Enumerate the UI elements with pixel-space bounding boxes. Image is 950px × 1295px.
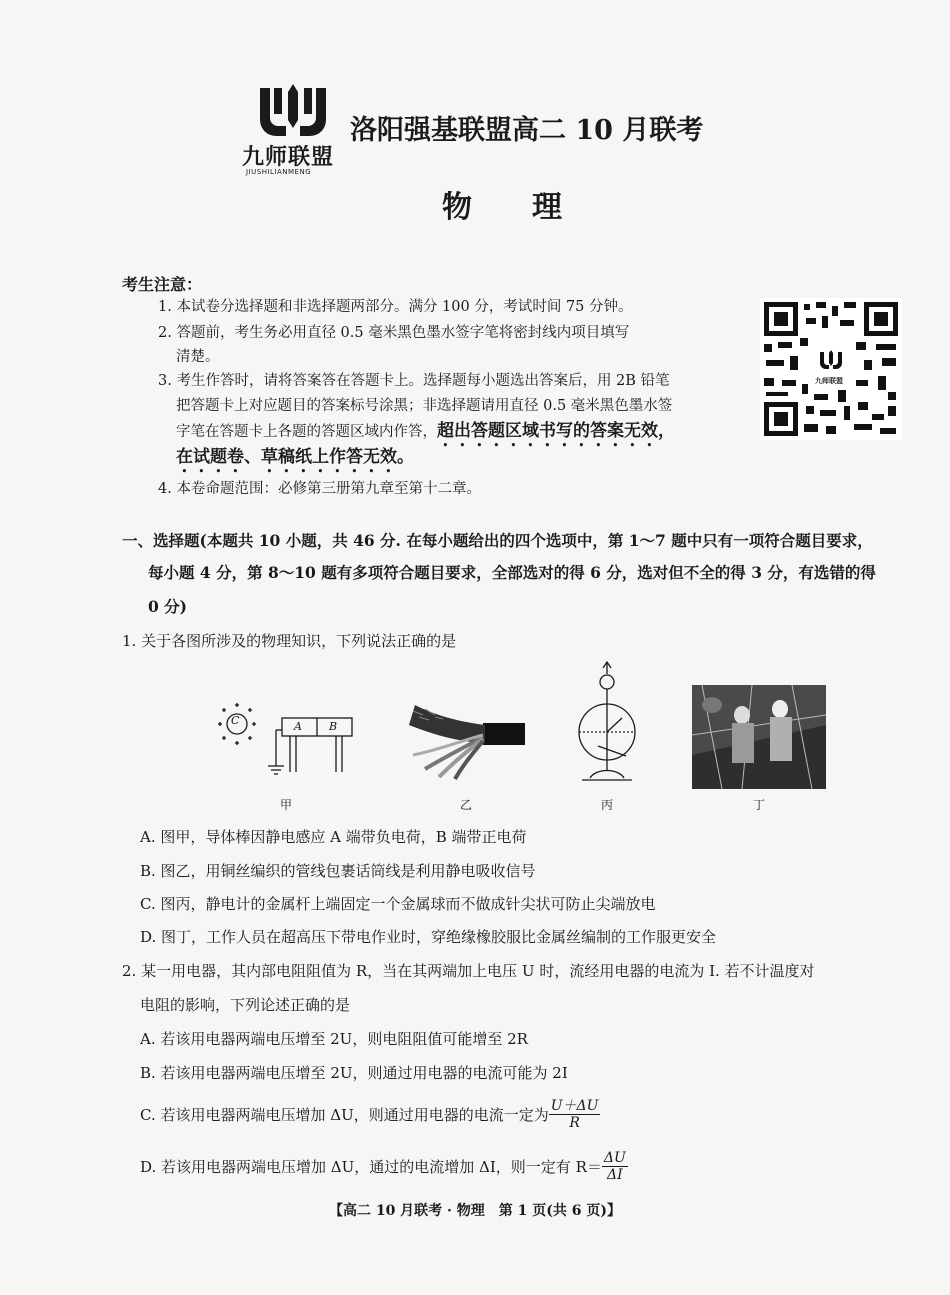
q1-option-a: A. 图甲，导体棒因静电感应 A 端带负电荷，B 端带正电荷 xyxy=(140,828,527,846)
q1-option-d: D. 图丁，工作人员在超高压下带电作业时，穿绝缘橡胶服比金属丝编制的工作服更安全 xyxy=(140,928,717,946)
qr-code-icon xyxy=(760,298,902,440)
qr-label: 九师联盟 xyxy=(815,377,843,385)
notice-line-5: 把答题卡上对应题目的答案标号涂黑；非选择题请用直径 0.5 毫米黑色墨水签 xyxy=(176,398,673,414)
workers-photo-icon xyxy=(692,685,826,789)
section-1-line-2: 每小题 4 分，第 8～10 题有多项符合题目要求，全部选对的得 6 分，选对但不全的得 3 分，有选错的得 xyxy=(148,563,876,582)
q2-stem-2: 电阻的影响，下列论述正确的是 xyxy=(140,996,351,1014)
q2-option-c-numerator: U＋ΔU xyxy=(550,1098,599,1114)
notice-line-7 xyxy=(176,444,414,477)
notice-line-4: 3. 考生作答时，请将答案答在答题卡上。选择题每小题选出答案后，用 2B 铅笔 xyxy=(158,373,670,389)
notice-emphasis-1: 超出答题区域书写的答案无效， xyxy=(437,421,675,441)
figure-label-b: 乙 xyxy=(460,798,473,812)
q2-option-c xyxy=(140,1098,600,1131)
figure-a-end-b-label: B xyxy=(329,720,338,733)
figure-d-photo xyxy=(692,685,826,789)
q2-option-c-text: C. 若该用电器两端电压增加 ΔU，则通过用电器的电流一定为 xyxy=(140,1106,549,1124)
section-1-line-3: 0 分) xyxy=(148,597,188,616)
q2-stem-1: 2. 某一用电器，其内部电阻阻值为 R，当在其两端加上电压 U 时，流经用电器的电流为 I. 若不计温度对 xyxy=(122,962,815,980)
q2-option-d xyxy=(140,1150,628,1183)
figure-label-c: 丙 xyxy=(601,798,614,812)
notice-line-2: 2. 答题前，考生务必用直径 0.5 毫米黑色墨水签字笔将密封线内项目填写 xyxy=(158,325,630,341)
figure-b-shielded-cable xyxy=(405,695,525,785)
q2-option-d-text: D. 若该用电器两端电压增加 ΔU，通过的电流增加 ΔI，则一定有 R＝ xyxy=(140,1158,602,1176)
notice-emphasis-2: 在试题卷、草稿纸上作答无效。 xyxy=(176,447,414,467)
q2-option-c-denominator: R xyxy=(569,1115,580,1131)
notice-heading: 考生注意： xyxy=(122,275,203,294)
q2-option-d-fraction xyxy=(602,1150,628,1183)
logo-subtitle: JIUSHILIANMENG xyxy=(246,168,312,176)
q1-option-c: C. 图丙，静电计的金属杆上端固定一个金属球而不做成针尖状可防止尖端放电 xyxy=(140,895,656,913)
notice-line-3: 清楚。 xyxy=(176,349,220,365)
figure-c-electroscope xyxy=(570,660,645,790)
figure-a-charge-label: C xyxy=(231,714,240,727)
notice-line-6-text: 字笔在答题卡上各题的答题区域内作答， xyxy=(176,424,437,440)
q2-option-d-numerator: ΔU xyxy=(603,1150,626,1166)
figure-label-d: 丁 xyxy=(753,798,766,812)
q2-option-d-denominator: ΔI xyxy=(607,1167,623,1183)
subject-title: 物理 xyxy=(442,190,622,225)
figure-label-a: 甲 xyxy=(280,798,293,812)
logo-text: 九师联盟 xyxy=(242,145,335,170)
notice-line-1: 1. 本试卷分选择题和非选择题两部分。满分 100 分，考试时间 75 分钟。 xyxy=(158,299,633,315)
page-footer: 【高二 10 月联考 · 物理 第 1 页(共 6 页)】 xyxy=(328,1203,622,1219)
q1-stem: 1. 关于各图所涉及的物理知识，下列说法正确的是 xyxy=(122,632,457,650)
notice-line-8: 4. 本卷命题范围：必修第三册第九章至第十二章。 xyxy=(158,481,481,497)
q2-option-b: B. 若该用电器两端电压增至 2U，则通过用电器的电流可能为 2I xyxy=(140,1064,568,1082)
section-1-line-1: 一、选择题(本题共 10 小题，共 46 分. 在每小题给出的四个选项中，第 1～7 题中只有一项符合题目要求， xyxy=(122,531,873,550)
figure-a-end-a-label: A xyxy=(294,720,302,733)
q2-option-c-fraction xyxy=(549,1098,601,1131)
page-title: 洛阳强基联盟高二 10 月联考 xyxy=(350,115,704,146)
q2-option-a: A. 若该用电器两端电压增至 2U，则电阻阻值可能增至 2R xyxy=(140,1030,528,1048)
q1-option-b: B. 图乙，用铜丝编织的管线包裹话筒线是利用静电吸收信号 xyxy=(140,862,536,880)
